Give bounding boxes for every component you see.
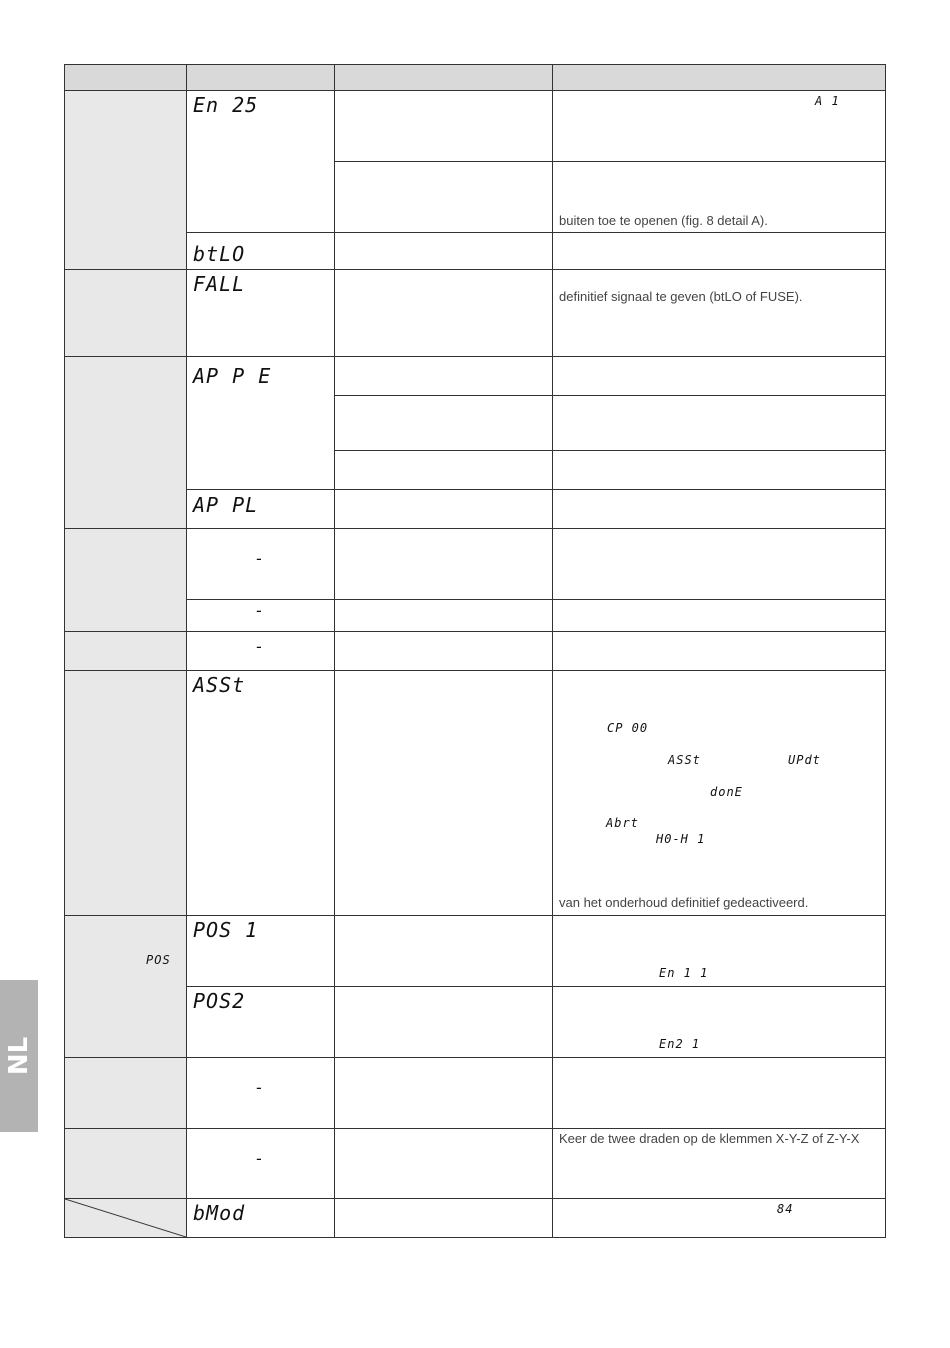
col1-cell-6 [65, 671, 186, 915]
table-header [65, 65, 885, 90]
asst-code-cp00: CP 00 [607, 721, 649, 735]
asst-code-done: donE [710, 785, 743, 799]
row-line [65, 915, 885, 916]
col1-cell-4 [65, 529, 186, 631]
pos-label: POS [146, 953, 171, 967]
asst-code-h0h1: H0-H 1 [656, 832, 706, 846]
row-line [65, 269, 885, 270]
col-divider-1 [186, 65, 187, 1237]
col-divider-2 [334, 65, 335, 1237]
code-dash-3: - [256, 637, 262, 656]
diagonal-slash [65, 1199, 186, 1237]
asst-code-asst: ASSt [668, 753, 701, 767]
col1-cell-3 [65, 357, 186, 528]
language-tab [0, 980, 38, 1132]
col1-cell-8 [65, 1058, 186, 1128]
code-dash-4: - [256, 1078, 262, 1097]
code-fall: FALL [193, 272, 246, 296]
note-asst: van het onderhoud definitief gedeactiveerd. [559, 895, 809, 910]
asst-code-updt: UPdt [788, 753, 821, 767]
row-line [65, 1198, 885, 1199]
code-dash-5: - [256, 1149, 262, 1168]
code-asst: ASSt [193, 673, 246, 697]
row-line [334, 450, 885, 451]
row-line [65, 670, 885, 671]
row-line [65, 1057, 885, 1058]
col1-cell-9 [65, 1129, 186, 1198]
row-line [186, 986, 885, 987]
row-line [65, 90, 885, 91]
code-appl: AP PL [193, 493, 259, 517]
pos2-note-code: En2 1 [659, 1037, 701, 1051]
note-en25-detail: buiten toe te openen (fig. 8 detail A). [559, 213, 768, 228]
troubleshooting-table [64, 64, 886, 1238]
col1-cell-1 [65, 91, 186, 269]
col1-cell-5 [65, 632, 186, 670]
asst-code-abrt: Abrt [606, 816, 639, 830]
code-pos2: POS2 [193, 989, 246, 1013]
col1-cell-7 [65, 916, 186, 1057]
code-pos1: POS 1 [193, 918, 259, 942]
row-line [186, 599, 885, 600]
row-line [65, 528, 885, 529]
note-wires: Keer de twee draden op de klemmen X-Y-Z of Z-Y-X [559, 1131, 860, 1146]
code-btlo: btLO [193, 242, 246, 266]
code-bmod: bMod [193, 1201, 246, 1225]
row-line [65, 1128, 885, 1129]
note-fall: definitief signaal te geven (btLO of FUSE). [559, 289, 803, 304]
row-line [186, 232, 885, 233]
pos1-note-code: En 1 1 [659, 966, 709, 980]
row-line [334, 161, 885, 162]
code-appe: AP P E [193, 364, 272, 388]
bmod-note-code: 84 [777, 1202, 794, 1216]
note-code-a1: A 1 [815, 94, 840, 108]
language-tab-label: NL [4, 1036, 35, 1076]
row-line [334, 395, 885, 396]
row-line [65, 631, 885, 632]
col-divider-3 [552, 65, 553, 1237]
code-dash-1: - [256, 549, 262, 568]
row-line [65, 356, 885, 357]
col1-cell-2 [65, 270, 186, 356]
code-en25: En 25 [193, 93, 259, 117]
code-dash-2: - [256, 601, 262, 620]
row-line [186, 489, 885, 490]
